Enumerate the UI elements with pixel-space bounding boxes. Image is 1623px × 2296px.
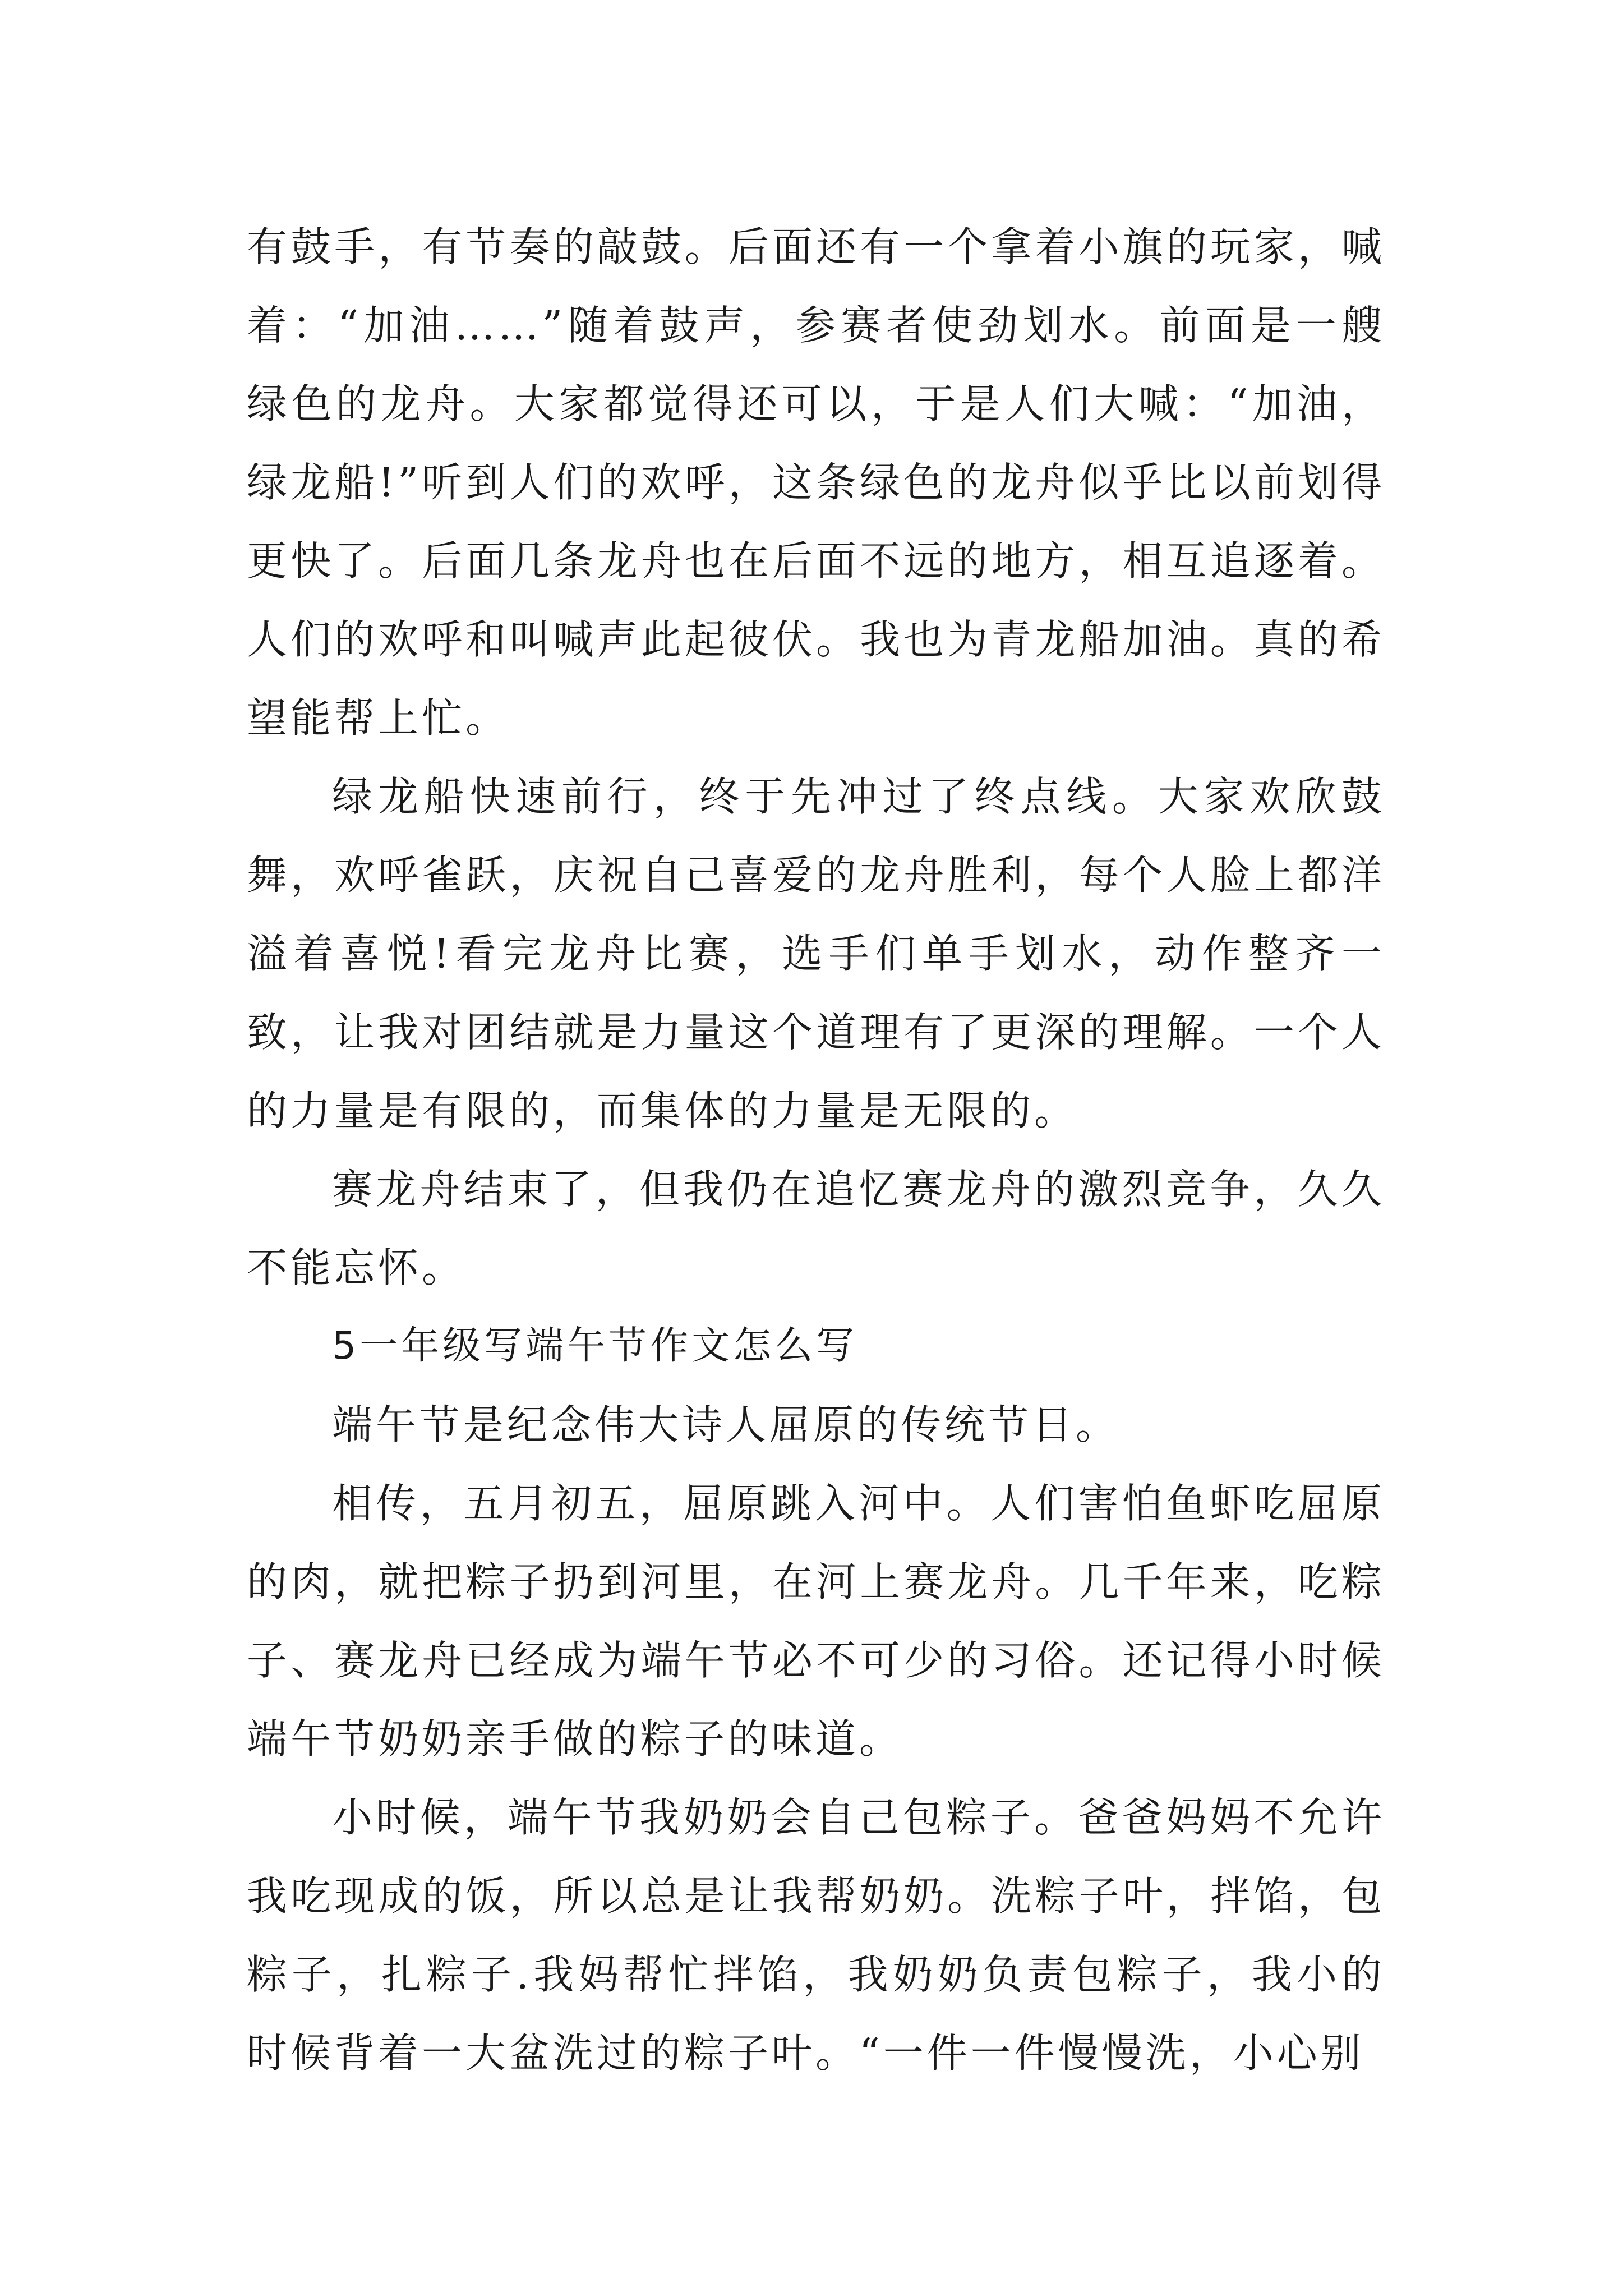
- document-body: [247, 208, 1385, 2092]
- paragraph-dragon-boat-race: 有鼓手，有节奏的敲鼓。后面还有一个拿着小旗的玩家，喊着：“加油……”随着鼓声，参赛者使劲划水。前面是一艘绿色的龙舟。大家都觉得还可以，于是人们大喊：“加油，绿龙船!”听到人们的欢呼，这条绿色的龙舟似乎比以前划得更快了。后面几条龙舟也在后面不远的地方，相互追逐着。人们的欢呼和叫喊声此起彼伏。我也为青龙船加油。真的希望能帮上忙。: [247, 223, 1385, 742]
- paragraph-legend: 相传，五月初五，屈原跳入河中。人们害怕鱼虾吃屈原的肉，就把粽子扔到河里，在河上赛龙舟。几千年来，吃粽子、赛龙舟已经成为端午节必不可少的习俗。还记得小时候端午节奶奶亲手做的粽子的味道。: [247, 1480, 1385, 1763]
- paragraph-green-dragon-wins: 绿龙船快速前行，终于先冲过了终点线。大家欢欣鼓舞，欢呼雀跃，庆祝自己喜爱的龙舟胜利，每个人脸上都洋溢着喜悦!看完龙舟比赛，选手们单手划水，动作整齐一致，让我对团结就是力量这个道理有了更深的理解。一个人的力量是有限的，而集体的力量是无限的。: [247, 773, 1385, 1134]
- section-heading: 5一年级写端午节作文怎么写: [332, 1324, 858, 1368]
- paragraph-race-ends: 赛龙舟结束了，但我仍在追忆赛龙舟的激烈竞争，久久不能忘怀。: [247, 1166, 1385, 1291]
- paragraph-childhood-zongzi: 小时候，端午节我奶奶会自己包粽子。爸爸妈妈不允许我吃现成的饭，所以总是让我帮奶奶。洗粽子叶，拌馅，包粽子，扎粽子.我妈帮忙拌馅，我奶奶负责包粽子，我小的时候背着一大盆洗过的粽子叶。“一件一件慢慢洗，小心别: [247, 1794, 1385, 2077]
- paragraph-festival-intro: 端午节是纪念伟大诗人屈原的传统节日。: [332, 1401, 1120, 1448]
